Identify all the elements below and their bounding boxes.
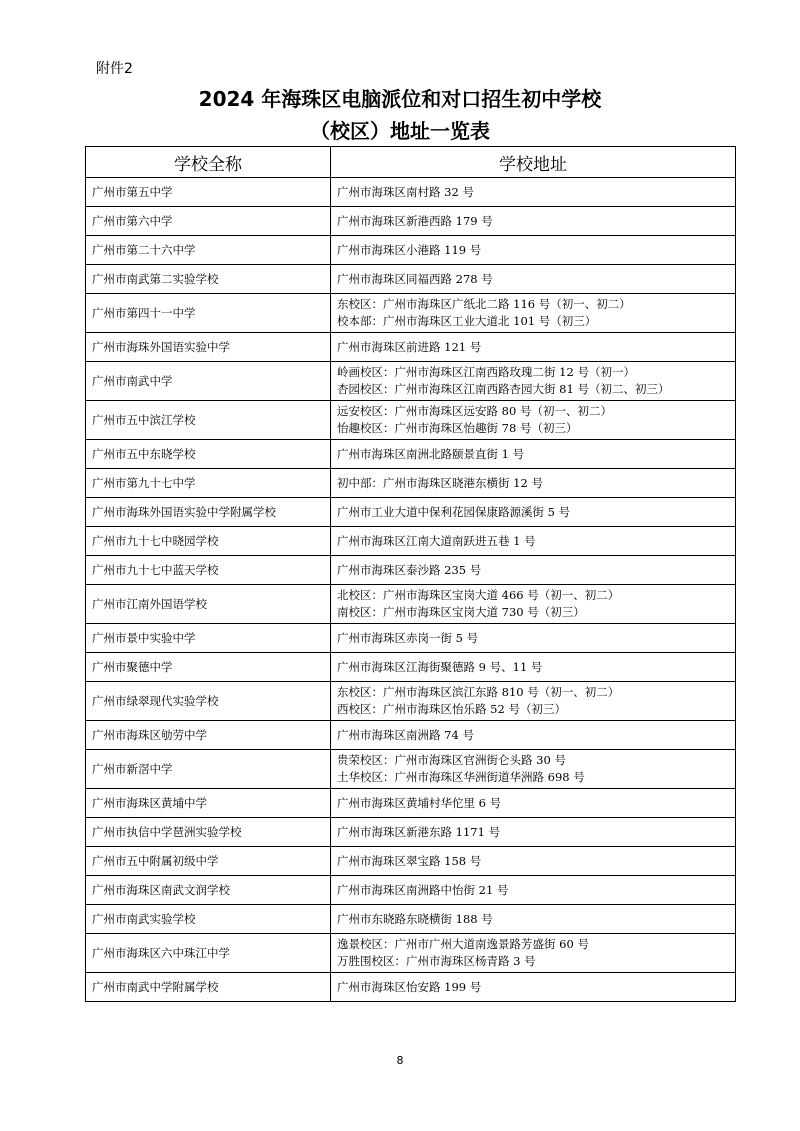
address-line: 怡趣校区：广州市海珠区怡趣街 78 号（初三） — [337, 421, 578, 435]
school-name-cell: 广州市执信中学琶洲实验学校 — [86, 818, 331, 847]
address-line: 广州市海珠区新港西路 179 号 — [337, 213, 493, 228]
school-address-cell — [331, 469, 736, 498]
school-name-cell: 广州市九十七中蓝天学校 — [86, 556, 331, 585]
address-line: 广州市海珠区江海街聚德路 9 号、11 号 — [337, 659, 543, 674]
address-line: 广州市工业大道中保利花园保康路源溪街 5 号 — [337, 504, 571, 519]
address-line: 东校区：广州市海珠区滨江东路 810 号（初一、初二） — [337, 685, 620, 699]
school-name-cell: 广州市南武实验学校 — [86, 905, 331, 934]
school-name-cell: 广州市绿翠现代实验学校 — [86, 682, 331, 721]
school-address-cell — [331, 721, 736, 750]
address-line: 逸景校区：广州市广州大道南逸景路芳盛街 60 号 — [337, 937, 589, 951]
school-name-cell: 广州市海珠外国语实验中学附属学校 — [86, 498, 331, 527]
school-name-cell: 广州市南武中学附属学校 — [86, 973, 331, 1002]
address-line: 贵荣校区：广州市海珠区官洲街仑头路 30 号 — [337, 753, 566, 767]
school-address-cell — [331, 265, 736, 294]
table-row — [86, 469, 736, 498]
school-address-cell — [331, 847, 736, 876]
address-line: 广州市东晓路东晓横街 188 号 — [337, 911, 493, 926]
address-line: 东校区：广州市海珠区广纸北二路 116 号（初一、初二） — [337, 297, 631, 311]
school-name-cell: 广州市第五中学 — [86, 178, 331, 207]
school-address-cell — [331, 789, 736, 818]
table-row — [86, 750, 736, 789]
table-row — [86, 498, 736, 527]
school-address-cell — [331, 178, 736, 207]
school-address-cell — [331, 440, 736, 469]
school-name-cell: 广州市第九十七中学 — [86, 469, 331, 498]
address-line: 广州市海珠区同福西路 278 号 — [337, 271, 493, 286]
school-name-cell: 广州市南武第二实验学校 — [86, 265, 331, 294]
address-line: 广州市海珠区翠宝路 158 号 — [337, 853, 482, 868]
school-address-cell — [331, 401, 736, 440]
table-row — [86, 934, 736, 973]
school-address-cell — [331, 818, 736, 847]
table-row — [86, 333, 736, 362]
address-line: 远安校区：广州市海珠区远安路 80 号（初一、初二） — [337, 404, 612, 418]
school-name-cell: 广州市五中附属初级中学 — [86, 847, 331, 876]
school-name-cell: 广州市第二十六中学 — [86, 236, 331, 265]
school-address-cell — [331, 973, 736, 1002]
address-line: 杏园校区：广州市海珠区江南西路杏园大街 81 号（初二、初三） — [337, 382, 670, 396]
school-name-cell: 广州市九十七中晓园学校 — [86, 527, 331, 556]
address-line: 广州市海珠区泰沙路 235 号 — [337, 562, 482, 577]
school-name-cell: 广州市五中东晓学校 — [86, 440, 331, 469]
school-address-cell — [331, 585, 736, 624]
school-name-cell: 广州市海珠外国语实验中学 — [86, 333, 331, 362]
school-name-cell: 广州市景中实验中学 — [86, 624, 331, 653]
table-row — [86, 527, 736, 556]
table-row — [86, 265, 736, 294]
school-address-cell — [331, 624, 736, 653]
school-name-cell: 广州市江南外国语学校 — [86, 585, 331, 624]
address-line: 广州市海珠区江南大道南跃进五巷 1 号 — [337, 533, 536, 548]
school-address-cell — [331, 556, 736, 585]
column-header-school-name: 学校全称 — [86, 147, 331, 178]
address-line: 西校区：广州市海珠区怡乐路 52 号（初三） — [337, 702, 566, 716]
school-address-cell — [331, 527, 736, 556]
address-line: 广州市海珠区新港东路 1171 号 — [337, 824, 501, 839]
table-row — [86, 818, 736, 847]
address-line: 校本部：广州市海珠区工业大道北 101 号（初三） — [337, 314, 597, 328]
school-name-cell: 广州市第四十一中学 — [86, 294, 331, 333]
table-row — [86, 789, 736, 818]
address-line: 广州市海珠区前进路 121 号 — [337, 339, 482, 354]
school-address-cell — [331, 207, 736, 236]
school-name-cell: 广州市南武中学 — [86, 362, 331, 401]
table-row — [86, 362, 736, 401]
table-row — [86, 973, 736, 1002]
table-header-row — [86, 147, 736, 178]
table-row — [86, 207, 736, 236]
school-name-cell: 广州市海珠区劬劳中学 — [86, 721, 331, 750]
table-row — [86, 847, 736, 876]
school-address-cell — [331, 934, 736, 973]
address-line: 岭画校区：广州市海珠区江南西路玫瑰二街 12 号（初一） — [337, 365, 635, 379]
school-name-cell: 广州市第六中学 — [86, 207, 331, 236]
table-row — [86, 876, 736, 905]
page-number: 8 — [396, 1054, 404, 1067]
table-row — [86, 653, 736, 682]
table-body — [86, 178, 736, 1002]
school-address-cell — [331, 362, 736, 401]
school-address-table — [85, 146, 736, 1002]
address-line: 南校区：广州市海珠区宝岗大道 730 号（初三） — [337, 605, 585, 619]
school-name-cell: 广州市海珠区南武文润学校 — [86, 876, 331, 905]
address-line: 广州市海珠区赤岗一街 5 号 — [337, 630, 479, 645]
school-address-cell — [331, 905, 736, 934]
school-address-cell — [331, 333, 736, 362]
document-title-line-2: （校区）地址一览表 — [310, 119, 490, 143]
school-address-cell — [331, 653, 736, 682]
attachment-label: 附件2 — [96, 61, 133, 77]
address-line: 土华校区：广州市海珠区华洲街道华洲路 698 号 — [337, 770, 585, 784]
document-title-line-1: 2024 年海珠区电脑派位和对口招生初中学校 — [198, 87, 602, 111]
table-row — [86, 721, 736, 750]
address-line: 广州市海珠区南洲路 74 号 — [337, 727, 474, 742]
address-line: 广州市海珠区黄埔村华佗里 6 号 — [337, 795, 502, 810]
table-row — [86, 178, 736, 207]
table-row — [86, 624, 736, 653]
school-address-cell — [331, 236, 736, 265]
school-address-cell — [331, 294, 736, 333]
table-row — [86, 401, 736, 440]
address-line: 广州市海珠区南洲北路颐景直街 1 号 — [337, 446, 525, 461]
school-name-cell: 广州市五中滨江学校 — [86, 401, 331, 440]
school-address-cell — [331, 876, 736, 905]
table-row — [86, 682, 736, 721]
school-name-cell: 广州市海珠区黄埔中学 — [86, 789, 331, 818]
school-name-cell: 广州市海珠区六中珠江中学 — [86, 934, 331, 973]
address-line: 北校区：广州市海珠区宝岗大道 466 号（初一、初二） — [337, 588, 620, 602]
table-row — [86, 556, 736, 585]
address-line: 广州市海珠区南村路 32 号 — [337, 184, 474, 199]
table-row — [86, 585, 736, 624]
address-line: 广州市海珠区怡安路 199 号 — [337, 979, 482, 994]
address-line: 万胜围校区：广州市海珠区杨青路 3 号 — [337, 954, 536, 968]
table-row — [86, 236, 736, 265]
address-line: 广州市海珠区南洲路中怡街 21 号 — [337, 882, 509, 897]
school-address-cell — [331, 682, 736, 721]
school-name-cell: 广州市聚德中学 — [86, 653, 331, 682]
school-address-cell — [331, 750, 736, 789]
address-line: 初中部：广州市海珠区晓港东横街 12 号 — [337, 475, 543, 490]
school-name-cell: 广州市新滘中学 — [86, 750, 331, 789]
school-address-cell — [331, 498, 736, 527]
table-row — [86, 294, 736, 333]
address-line: 广州市海珠区小港路 119 号 — [337, 242, 482, 257]
table-row — [86, 440, 736, 469]
table-row — [86, 905, 736, 934]
column-header-school-address: 学校地址 — [331, 147, 736, 178]
